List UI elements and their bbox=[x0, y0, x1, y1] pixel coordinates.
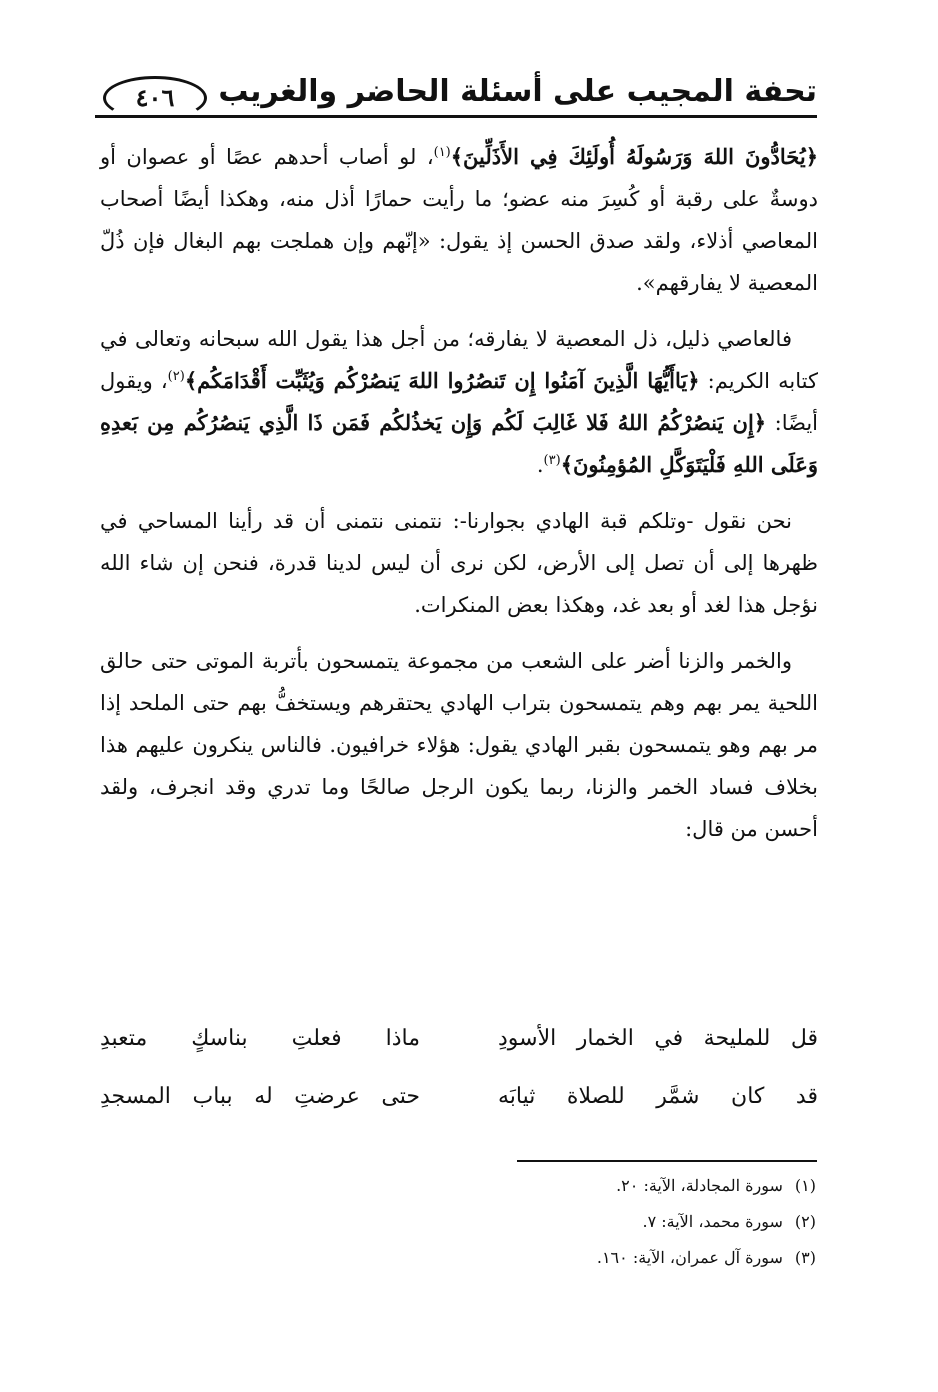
poem-verse-2 bbox=[100, 1084, 818, 1109]
footnote-text: سورة آل عمران، الآية: ١٦٠. bbox=[596, 1248, 783, 1267]
book-title: تحفة المجيب على أسئلة الحاضر والغريب bbox=[218, 74, 817, 109]
footnote-number: (١) bbox=[794, 1176, 816, 1195]
footnote-number: (٣) bbox=[794, 1248, 816, 1267]
footnote-1 bbox=[400, 1168, 816, 1204]
poem-hemistich-left: حتى عرضتِ له بباب المسجدِ bbox=[100, 1084, 420, 1109]
footnote-ref-3: (٣) bbox=[543, 453, 561, 468]
poem-hemistich-right: قل للمليحة في الخمار الأسودِ bbox=[498, 1026, 818, 1051]
paragraph-2 bbox=[100, 318, 818, 486]
paragraph-3: نحن نقول -وتلكم قبة الهادي بجوارنا-: نتمنى نتمنى أن قد رأينا المساحي في ظهرها إلى أن تصل إلى الأرض، لكن نرى أن ليس لدينا قدرة، فنحن إن شاء الله نؤجل هذا لغد أو بعد غد، وهكذا بعض المنكرات. bbox=[100, 509, 818, 617]
page-number: ٤٠٦ bbox=[103, 76, 207, 120]
footnotes bbox=[400, 1168, 816, 1276]
poem-hemistich-left: ماذا فعلتِ بناسكٍ متعبدِ bbox=[100, 1026, 420, 1051]
paragraph-text: . bbox=[536, 453, 544, 477]
poem-hemistich-right: قد كان شمَّر للصلاة ثيابَه bbox=[498, 1084, 818, 1109]
footnote-ref-2: (٢) bbox=[167, 369, 185, 384]
quran-verse: ﴿يُحَادُّونَ اللهَ وَرَسُولَهُ أُولَئِكَ فِي الأَذَلِّينَ﴾ bbox=[450, 144, 818, 169]
quran-verse: ﴿يَاأَيُّهَا الَّذِينَ آمَنُوا إِن تَنصُرُوا اللهَ يَنصُرْكُم وَيُثَبِّت أَقْدَامَكُم﴾ bbox=[184, 368, 700, 393]
footnote-2 bbox=[400, 1204, 816, 1240]
paragraph-text: ، ويقول أيضًا: bbox=[100, 369, 819, 435]
main-text bbox=[100, 136, 818, 864]
footnote-text: سورة محمد، الآية: ٧. bbox=[642, 1212, 783, 1231]
quran-verse: ﴿إِن يَنصُرْكُمُ اللهُ فَلا غَالِبَ لَكُم وَإِن يَخذُلكُم فَمَن ذَا الَّذِي يَنصُرُكُم مِن بَعدِهِ وَعَلَى اللهِ فَلْيَتَوَكَّلِ المُؤمِنُونَ﴾ bbox=[100, 410, 818, 477]
paragraph-text: ، لو أصاب أحدهم عصًا أو عصوان أو دوسةٌ على رقبة أو كُسِرَ منه عضو؛ ما رأيت حمارًا أذل منه، وهكذا أيضًا أصحاب المعاصي أذلاء، ولقد صدق الحسن إذ يقول: «إنّهم وإن هملجت بهم البغال فإن ذُلّ المعصية لا يفارقهم». bbox=[100, 145, 818, 295]
footnote-number: (٢) bbox=[794, 1212, 816, 1231]
footnote-text: سورة المجادلة، الآية: ٢٠. bbox=[616, 1176, 783, 1195]
footnote-separator bbox=[517, 1160, 817, 1162]
page-header bbox=[95, 70, 817, 118]
footnote-ref-1: (١) bbox=[433, 145, 451, 160]
poem-verse-1 bbox=[100, 1026, 818, 1051]
footnote-3 bbox=[400, 1240, 816, 1276]
paragraph-4: والخمر والزنا أضر على الشعب من مجموعة يتمسحون بأتربة الموتى حتى حالق اللحية يمر بهم وهم يتمسحون بتراب الهادي يحتقرهم ويستخفُّ بهم حتى الملحد إذا مر بهم وهو يتمسحون بقبر الهادي يقول: هؤلاء خرافيون. فالناس ينكرون عليهم هذا بخلاف فساد الخمر والزنا، ربما يكون الرجل صالحًا وما تدري وقد انجرف، ولقد أحسن من قال: bbox=[100, 649, 818, 841]
paragraph-1 bbox=[100, 136, 818, 304]
paragraph-text: فالعاصي ذليل، ذل المعصية لا يفارقه؛ من أجل هذا يقول الله سبحانه وتعالى في كتابه الكريم: bbox=[100, 327, 819, 393]
header-rule bbox=[95, 115, 817, 118]
